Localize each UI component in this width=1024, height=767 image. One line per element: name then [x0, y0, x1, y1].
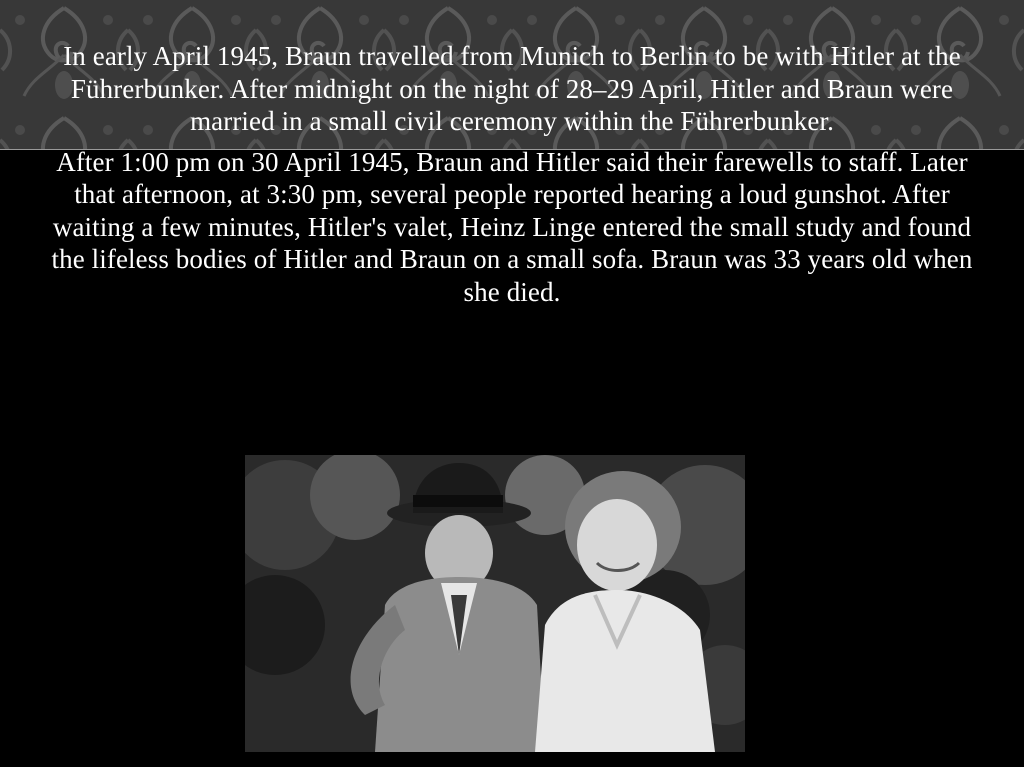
black-and-white-photo-icon: [245, 455, 745, 752]
slide-text: [40, 40, 984, 308]
paragraph-death: After 1:00 pm on 30 April 1945, Braun and Hitler said their farewells to staff. Later that afternoon, at 3:30 pm, several people reported hearing a loud gunshot. After waiting a few minutes, Hitler's valet, Heinz Linge entered the small study and found the lifeless bodies of Hitler and Braun on a small sofa. Braun was 33 years old when she died.: [51, 146, 973, 307]
paragraph-wedding: In early April 1945, Braun travelled from Munich to Berlin to be with Hitler at the Führerbunker. After midnight on the night of 28–29 April, Hitler and Braun were married in a small civil ceremony within the Führerbunker.: [63, 41, 961, 136]
historical-photo: [245, 455, 745, 752]
